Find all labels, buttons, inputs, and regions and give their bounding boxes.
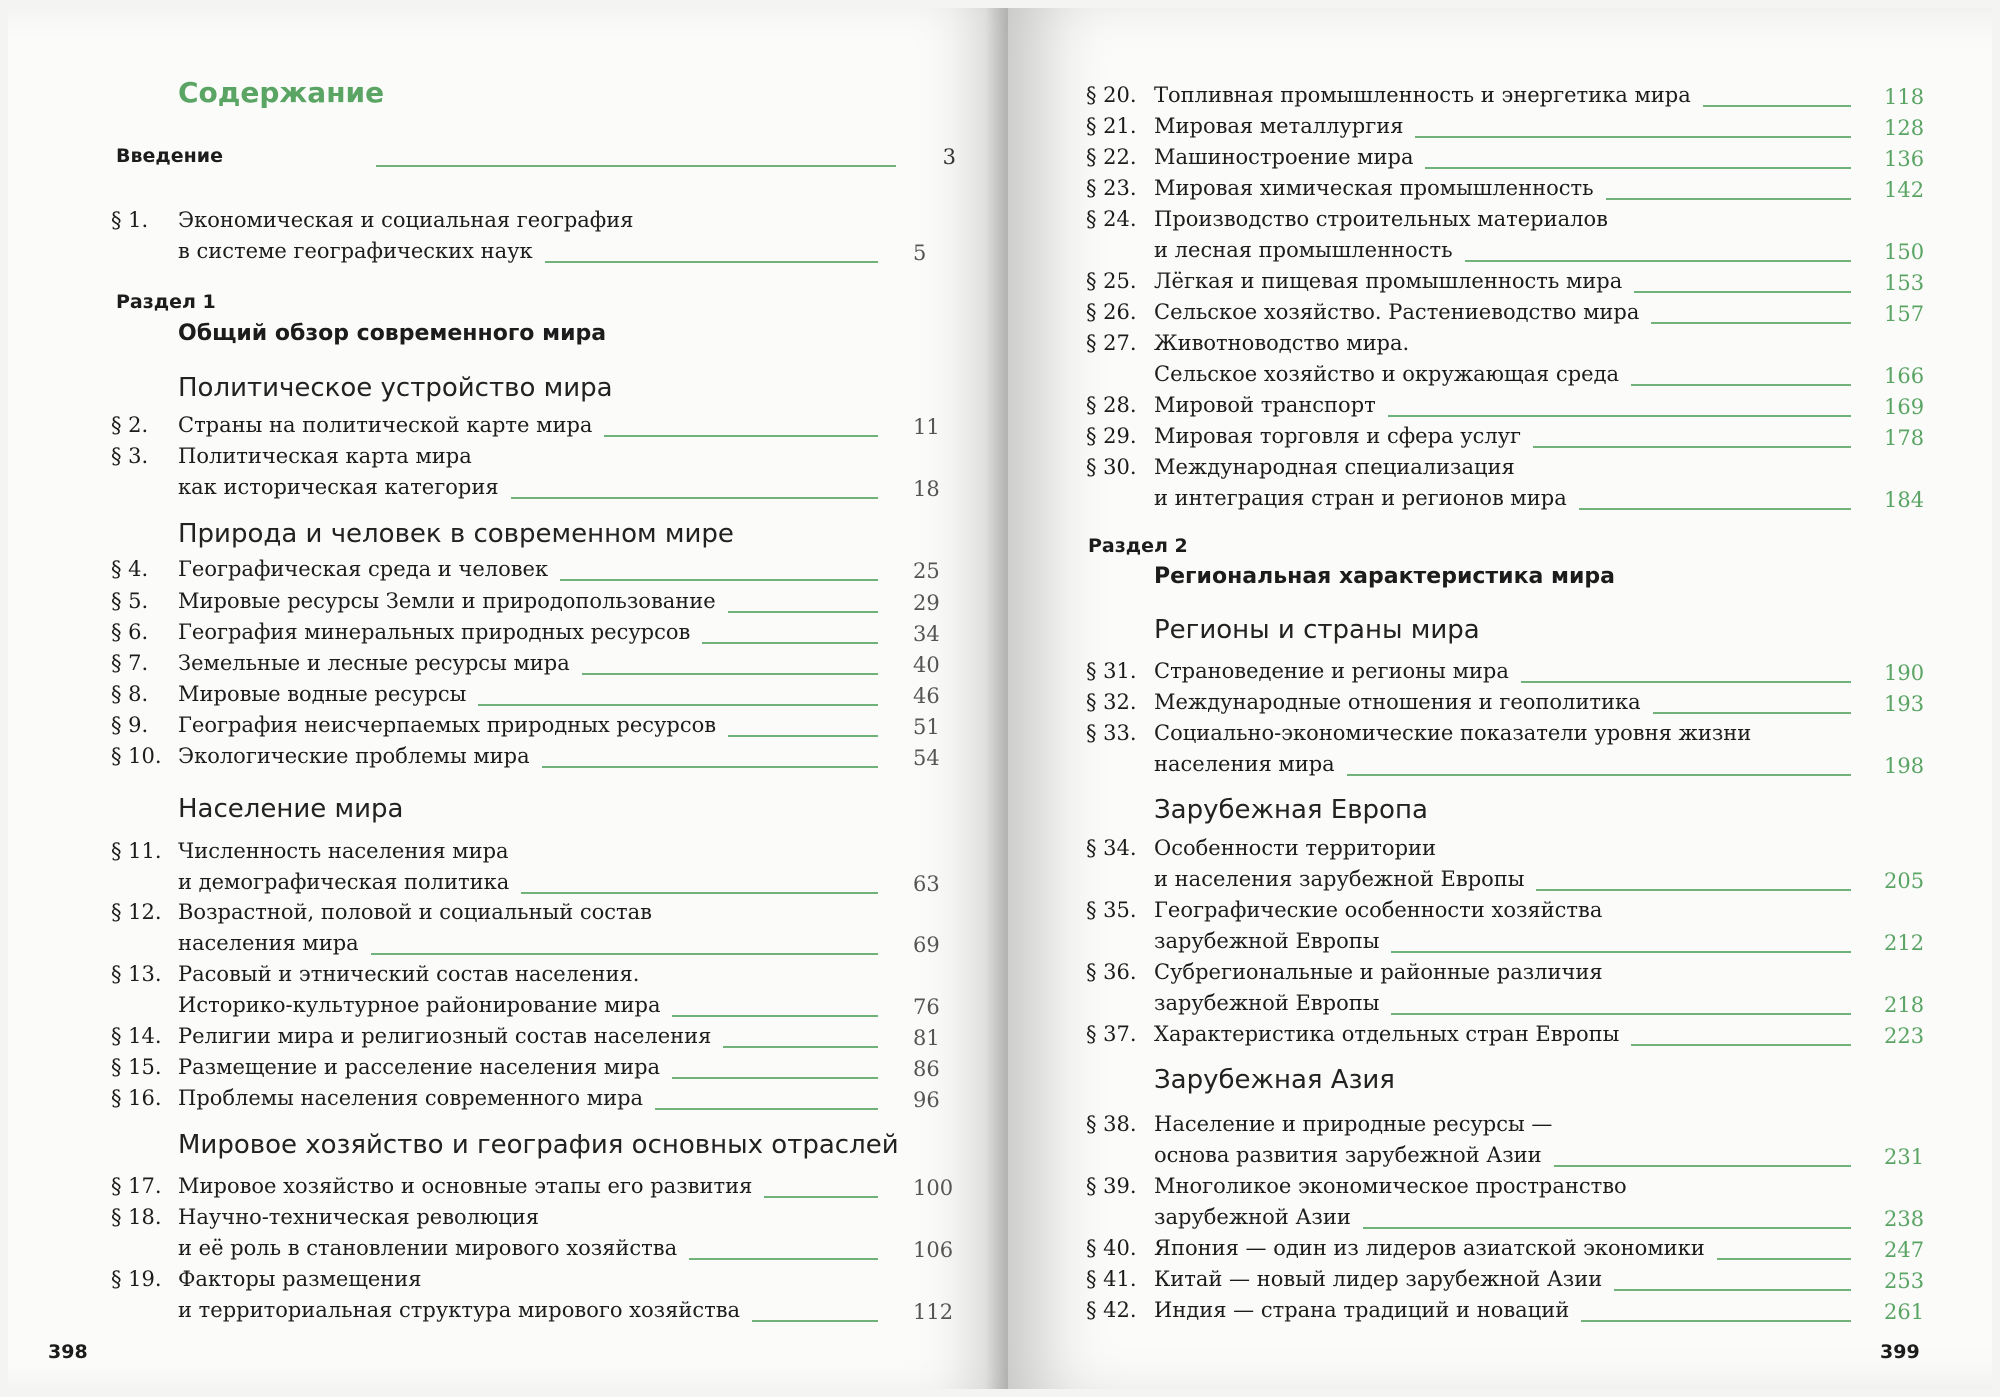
section-number: § 22. xyxy=(1086,145,1137,169)
subsection-heading: Мировое хозяйство и география основных отраслей xyxy=(178,1130,899,1160)
section-2-label: Раздел 2 xyxy=(1088,535,1188,557)
section-number: § 10. xyxy=(111,744,162,768)
entry-title-line: и демографическая политика xyxy=(178,870,510,894)
section-number: § 4. xyxy=(111,557,149,581)
entry-title-line: Историко-культурное районирование мира xyxy=(178,993,661,1017)
section-number: § 11. xyxy=(111,839,162,863)
section-1-title: Общий обзор современного мира xyxy=(178,321,607,346)
page-ref: 51 xyxy=(913,715,940,739)
page-ref: 198 xyxy=(1884,754,1925,778)
entry-title-line: Политическая карта мира xyxy=(178,444,472,468)
leader-rule xyxy=(1653,712,1851,714)
section-number: § 30. xyxy=(1086,455,1137,479)
entry-title-line: Научно-техническая революция xyxy=(178,1205,540,1229)
entry-title-line: и населения зарубежной Европы xyxy=(1154,867,1525,891)
leader-rule xyxy=(1425,167,1851,169)
entry-title-line: Возрастной, половой и социальный состав xyxy=(178,900,652,924)
entry-title-line: Земельные и лесные ресурсы мира xyxy=(178,651,570,675)
page-ref: 34 xyxy=(913,622,940,646)
section-2-title: Региональная характеристика мира xyxy=(1154,564,1616,589)
leader-rule xyxy=(764,1196,878,1198)
intro-label: Введение xyxy=(116,145,223,167)
entry-title-line: Факторы размещения xyxy=(178,1267,422,1291)
page-ref: 261 xyxy=(1884,1300,1925,1324)
entry-title-line: и лесная промышленность xyxy=(1154,238,1453,262)
entry-title-line: Проблемы населения современного мира xyxy=(178,1086,644,1110)
entry-title-line: Сельское хозяйство и окружающая среда xyxy=(1154,362,1620,386)
page-ref: 112 xyxy=(913,1300,954,1324)
page-ref: 184 xyxy=(1884,488,1925,512)
entry-title-line: Мировой транспорт xyxy=(1154,393,1376,417)
section-number: § 18. xyxy=(111,1205,162,1229)
entry-title-line: Япония — один из лидеров азиатской экономики xyxy=(1154,1236,1705,1260)
leader-rule xyxy=(521,892,878,894)
section-number: § 20. xyxy=(1086,83,1137,107)
leader-rule xyxy=(478,704,878,706)
page-ref: 253 xyxy=(1884,1269,1925,1293)
page-ref: 142 xyxy=(1884,178,1925,202)
intro-entry[interactable] xyxy=(116,145,956,171)
entry-title-line: Мировые водные ресурсы xyxy=(178,682,467,706)
section-number: § 32. xyxy=(1086,690,1137,714)
subsection-heading: Зарубежная Европа xyxy=(1154,795,1428,825)
page-ref: 136 xyxy=(1884,147,1925,171)
entry-title-line: Социально-экономические показатели уровня жизни xyxy=(1154,721,1752,745)
entry-title-line: География минеральных природных ресурсов xyxy=(178,620,691,644)
page-ref: 118 xyxy=(1884,85,1925,109)
entry-title-line: Производство строительных материалов xyxy=(1154,207,1608,231)
entry-title-line: основа развития зарубежной Азии xyxy=(1154,1143,1542,1167)
page-ref: 69 xyxy=(913,933,940,957)
section-number: § 40. xyxy=(1086,1236,1137,1260)
left-page xyxy=(8,8,1008,1389)
page-ref: 218 xyxy=(1884,993,1925,1017)
section-number: § 13. xyxy=(111,962,162,986)
section-number: § 37. xyxy=(1086,1022,1137,1046)
section-number: § 33. xyxy=(1086,721,1137,745)
leader-rule xyxy=(1533,446,1851,448)
page-ref: 81 xyxy=(913,1026,940,1050)
leader-rule xyxy=(689,1258,878,1260)
page-ref: 96 xyxy=(913,1088,940,1112)
toc-title: Содержание xyxy=(178,76,385,109)
section-number: § 29. xyxy=(1086,424,1137,448)
entry-title-line: Характеристика отдельных стран Европы xyxy=(1154,1022,1620,1046)
leader-rule xyxy=(1363,1227,1851,1229)
page-ref: 193 xyxy=(1884,692,1925,716)
section-number: § 28. xyxy=(1086,393,1137,417)
leader-rule xyxy=(1631,384,1851,386)
page-ref: 63 xyxy=(913,872,940,896)
leader-rule xyxy=(1631,1044,1851,1046)
entry-title-line: Страны на политической карте мира xyxy=(178,413,593,437)
section-1-label: Раздел 1 xyxy=(116,291,216,313)
leader-rule xyxy=(582,673,878,675)
section-number: § 6. xyxy=(111,620,149,644)
section-number: § 26. xyxy=(1086,300,1137,324)
page-ref: 150 xyxy=(1884,240,1925,264)
entry-title-line: Машиностроение мира xyxy=(1154,145,1414,169)
page-ref: 46 xyxy=(913,684,940,708)
entry-title-line: Религии мира и религиозный состав населения xyxy=(178,1024,712,1048)
leader-rule xyxy=(1415,136,1851,138)
section-number: § 36. xyxy=(1086,960,1137,984)
section-number: § 16. xyxy=(111,1086,162,1110)
entry-title-line: как историческая категория xyxy=(178,475,499,499)
entry-title-line: Животноводство мира. xyxy=(1154,331,1410,355)
section-number: § 8. xyxy=(111,682,149,706)
page-ref: 223 xyxy=(1884,1024,1925,1048)
leader-rule xyxy=(728,611,878,613)
entry-title-line: Мировая торговля и сфера услуг xyxy=(1154,424,1522,448)
entry-title-line: Мировые ресурсы Земли и природопользование xyxy=(178,589,716,613)
leader-rule xyxy=(1717,1258,1851,1260)
page-ref: 157 xyxy=(1884,302,1925,326)
entry-title-line: Мировая металлургия xyxy=(1154,114,1404,138)
page-ref: 153 xyxy=(1884,271,1925,295)
entry-title-line: Сельское хозяйство. Растениеводство мира xyxy=(1154,300,1640,324)
page-number: 398 xyxy=(48,1341,88,1363)
page-ref: 5 xyxy=(913,241,927,265)
entry-title-line: Лёгкая и пищевая промышленность мира xyxy=(1154,269,1623,293)
intro-page: 3 xyxy=(942,145,956,169)
leader-rule xyxy=(1634,291,1851,293)
leader-rule xyxy=(1614,1289,1851,1291)
page-ref: 178 xyxy=(1884,426,1925,450)
subsection-heading: Политическое устройство мира xyxy=(178,373,613,403)
entry-title-line: Индия — страна традиций и новаций xyxy=(1154,1298,1570,1322)
page-ref: 40 xyxy=(913,653,940,677)
page-ref: 11 xyxy=(913,415,940,439)
leader-rule xyxy=(371,953,878,955)
section-number: § 1. xyxy=(111,208,149,232)
section-number: § 3. xyxy=(111,444,149,468)
section-number: § 9. xyxy=(111,713,149,737)
subsection-heading: Население мира xyxy=(178,794,404,824)
page-ref: 128 xyxy=(1884,116,1925,140)
page-ref: 231 xyxy=(1884,1145,1925,1169)
entry-title-line: Страноведение и регионы мира xyxy=(1154,659,1509,683)
leader-rule xyxy=(702,642,878,644)
leader-rule xyxy=(1554,1165,1851,1167)
entry-title-line: Мировая химическая промышленность xyxy=(1154,176,1594,200)
entry-title-line: Географическая среда и человек xyxy=(178,557,549,581)
page-ref: 106 xyxy=(913,1238,954,1262)
entry-title-line: Многоликое экономическое пространство xyxy=(1154,1174,1627,1198)
entry-title-line: зарубежной Европы xyxy=(1154,929,1380,953)
leader-rule xyxy=(672,1015,878,1017)
page-ref: 76 xyxy=(913,995,940,1019)
section-number: § 35. xyxy=(1086,898,1137,922)
section-number: § 23. xyxy=(1086,176,1137,200)
section-number: § 42. xyxy=(1086,1298,1137,1322)
section-number: § 7. xyxy=(111,651,149,675)
subsection-heading: Зарубежная Азия xyxy=(1154,1065,1395,1095)
leader-rule xyxy=(1388,415,1851,417)
entry-title-line: Топливная промышленность и энергетика мира xyxy=(1154,83,1691,107)
leader-rule xyxy=(1581,1320,1851,1322)
page-ref: 54 xyxy=(913,746,940,770)
entry-title-line: в системе географических наук xyxy=(178,239,533,263)
leader-rule xyxy=(672,1077,878,1079)
leader-rule xyxy=(728,735,878,737)
entry-title-line: населения мира xyxy=(1154,752,1335,776)
entry-title-line: населения мира xyxy=(178,931,359,955)
section-number: § 19. xyxy=(111,1267,162,1291)
leader-rule xyxy=(1391,951,1851,953)
page-ref: 212 xyxy=(1884,931,1925,955)
entry-title-line: Экономическая и социальная география xyxy=(178,208,634,232)
section-number: § 12. xyxy=(111,900,162,924)
entry-title-line: Международные отношения и геополитика xyxy=(1154,690,1641,714)
section-number: § 24. xyxy=(1086,207,1137,231)
leader-rule xyxy=(723,1046,878,1048)
leader-rule xyxy=(1703,105,1851,107)
section-number: § 17. xyxy=(111,1174,162,1198)
section-number: § 21. xyxy=(1086,114,1137,138)
section-number: § 34. xyxy=(1086,836,1137,860)
page-number: 399 xyxy=(1880,1341,1920,1363)
leader-rule xyxy=(1521,681,1851,683)
page-ref: 247 xyxy=(1884,1238,1925,1262)
leader-rule xyxy=(560,579,878,581)
entry-title-line: и интеграция стран и регионов мира xyxy=(1154,486,1567,510)
leader-rule xyxy=(1651,322,1851,324)
section-number: § 15. xyxy=(111,1055,162,1079)
page-ref: 205 xyxy=(1884,869,1925,893)
section-number: § 38. xyxy=(1086,1112,1137,1136)
subsection-heading: Природа и человек в современном мире xyxy=(178,519,734,549)
section-number: § 2. xyxy=(111,413,149,437)
entry-title-line: Экологические проблемы мира xyxy=(178,744,530,768)
section-number: § 5. xyxy=(111,589,149,613)
entry-title-line: и её роль в становлении мирового хозяйства xyxy=(178,1236,678,1260)
page-ref: 166 xyxy=(1884,364,1925,388)
entry-title-line: и территориальная структура мирового хозяйства xyxy=(178,1298,741,1322)
section-number: § 25. xyxy=(1086,269,1137,293)
leader-rule xyxy=(1536,889,1851,891)
section-number: § 14. xyxy=(111,1024,162,1048)
entry-title-line: Численность населения мира xyxy=(178,839,509,863)
leader-rule xyxy=(752,1320,878,1322)
leader-rule xyxy=(542,766,878,768)
page-ref: 86 xyxy=(913,1057,940,1081)
entry-title-line: Географические особенности хозяйства xyxy=(1154,898,1603,922)
entry-title-line: Население и природные ресурсы — xyxy=(1154,1112,1553,1136)
section-number: § 27. xyxy=(1086,331,1137,355)
leader-rule xyxy=(604,435,878,437)
entry-title-line: зарубежной Азии xyxy=(1154,1205,1351,1229)
leader-rule xyxy=(511,497,878,499)
page-ref: 238 xyxy=(1884,1207,1925,1231)
page-ref: 169 xyxy=(1884,395,1925,419)
entry-title-line: География неисчерпаемых природных ресурсов xyxy=(178,713,717,737)
leader-rule xyxy=(1465,260,1851,262)
page-ref: 18 xyxy=(913,477,940,501)
page-ref: 190 xyxy=(1884,661,1925,685)
leader-rule xyxy=(1606,198,1851,200)
entry-title-line: Размещение и расселение населения мира xyxy=(178,1055,661,1079)
leader-rule xyxy=(1347,774,1851,776)
entry-title-line: Субрегиональные и районные различия xyxy=(1154,960,1603,984)
section-number: § 41. xyxy=(1086,1267,1137,1291)
leader-rule xyxy=(376,165,896,167)
leader-rule xyxy=(545,261,878,263)
page-ref: 25 xyxy=(913,559,940,583)
page-ref: 100 xyxy=(913,1176,954,1200)
page-ref: 29 xyxy=(913,591,940,615)
right-page xyxy=(1008,8,1992,1389)
entry-title-line: Особенности территории xyxy=(1154,836,1437,860)
section-number: § 39. xyxy=(1086,1174,1137,1198)
entry-title-line: Мировое хозяйство и основные этапы его развития xyxy=(178,1174,753,1198)
leader-rule xyxy=(1579,508,1851,510)
entry-title-line: Китай — новый лидер зарубежной Азии xyxy=(1154,1267,1603,1291)
entry-title-line: Международная специализация xyxy=(1154,455,1515,479)
leader-rule xyxy=(655,1108,878,1110)
subsection-heading: Регионы и страны мира xyxy=(1154,615,1480,645)
leader-rule xyxy=(1391,1013,1851,1015)
section-number: § 31. xyxy=(1086,659,1137,683)
entry-title-line: Расовый и этнический состав населения. xyxy=(178,962,640,986)
entry-title-line: зарубежной Европы xyxy=(1154,991,1380,1015)
